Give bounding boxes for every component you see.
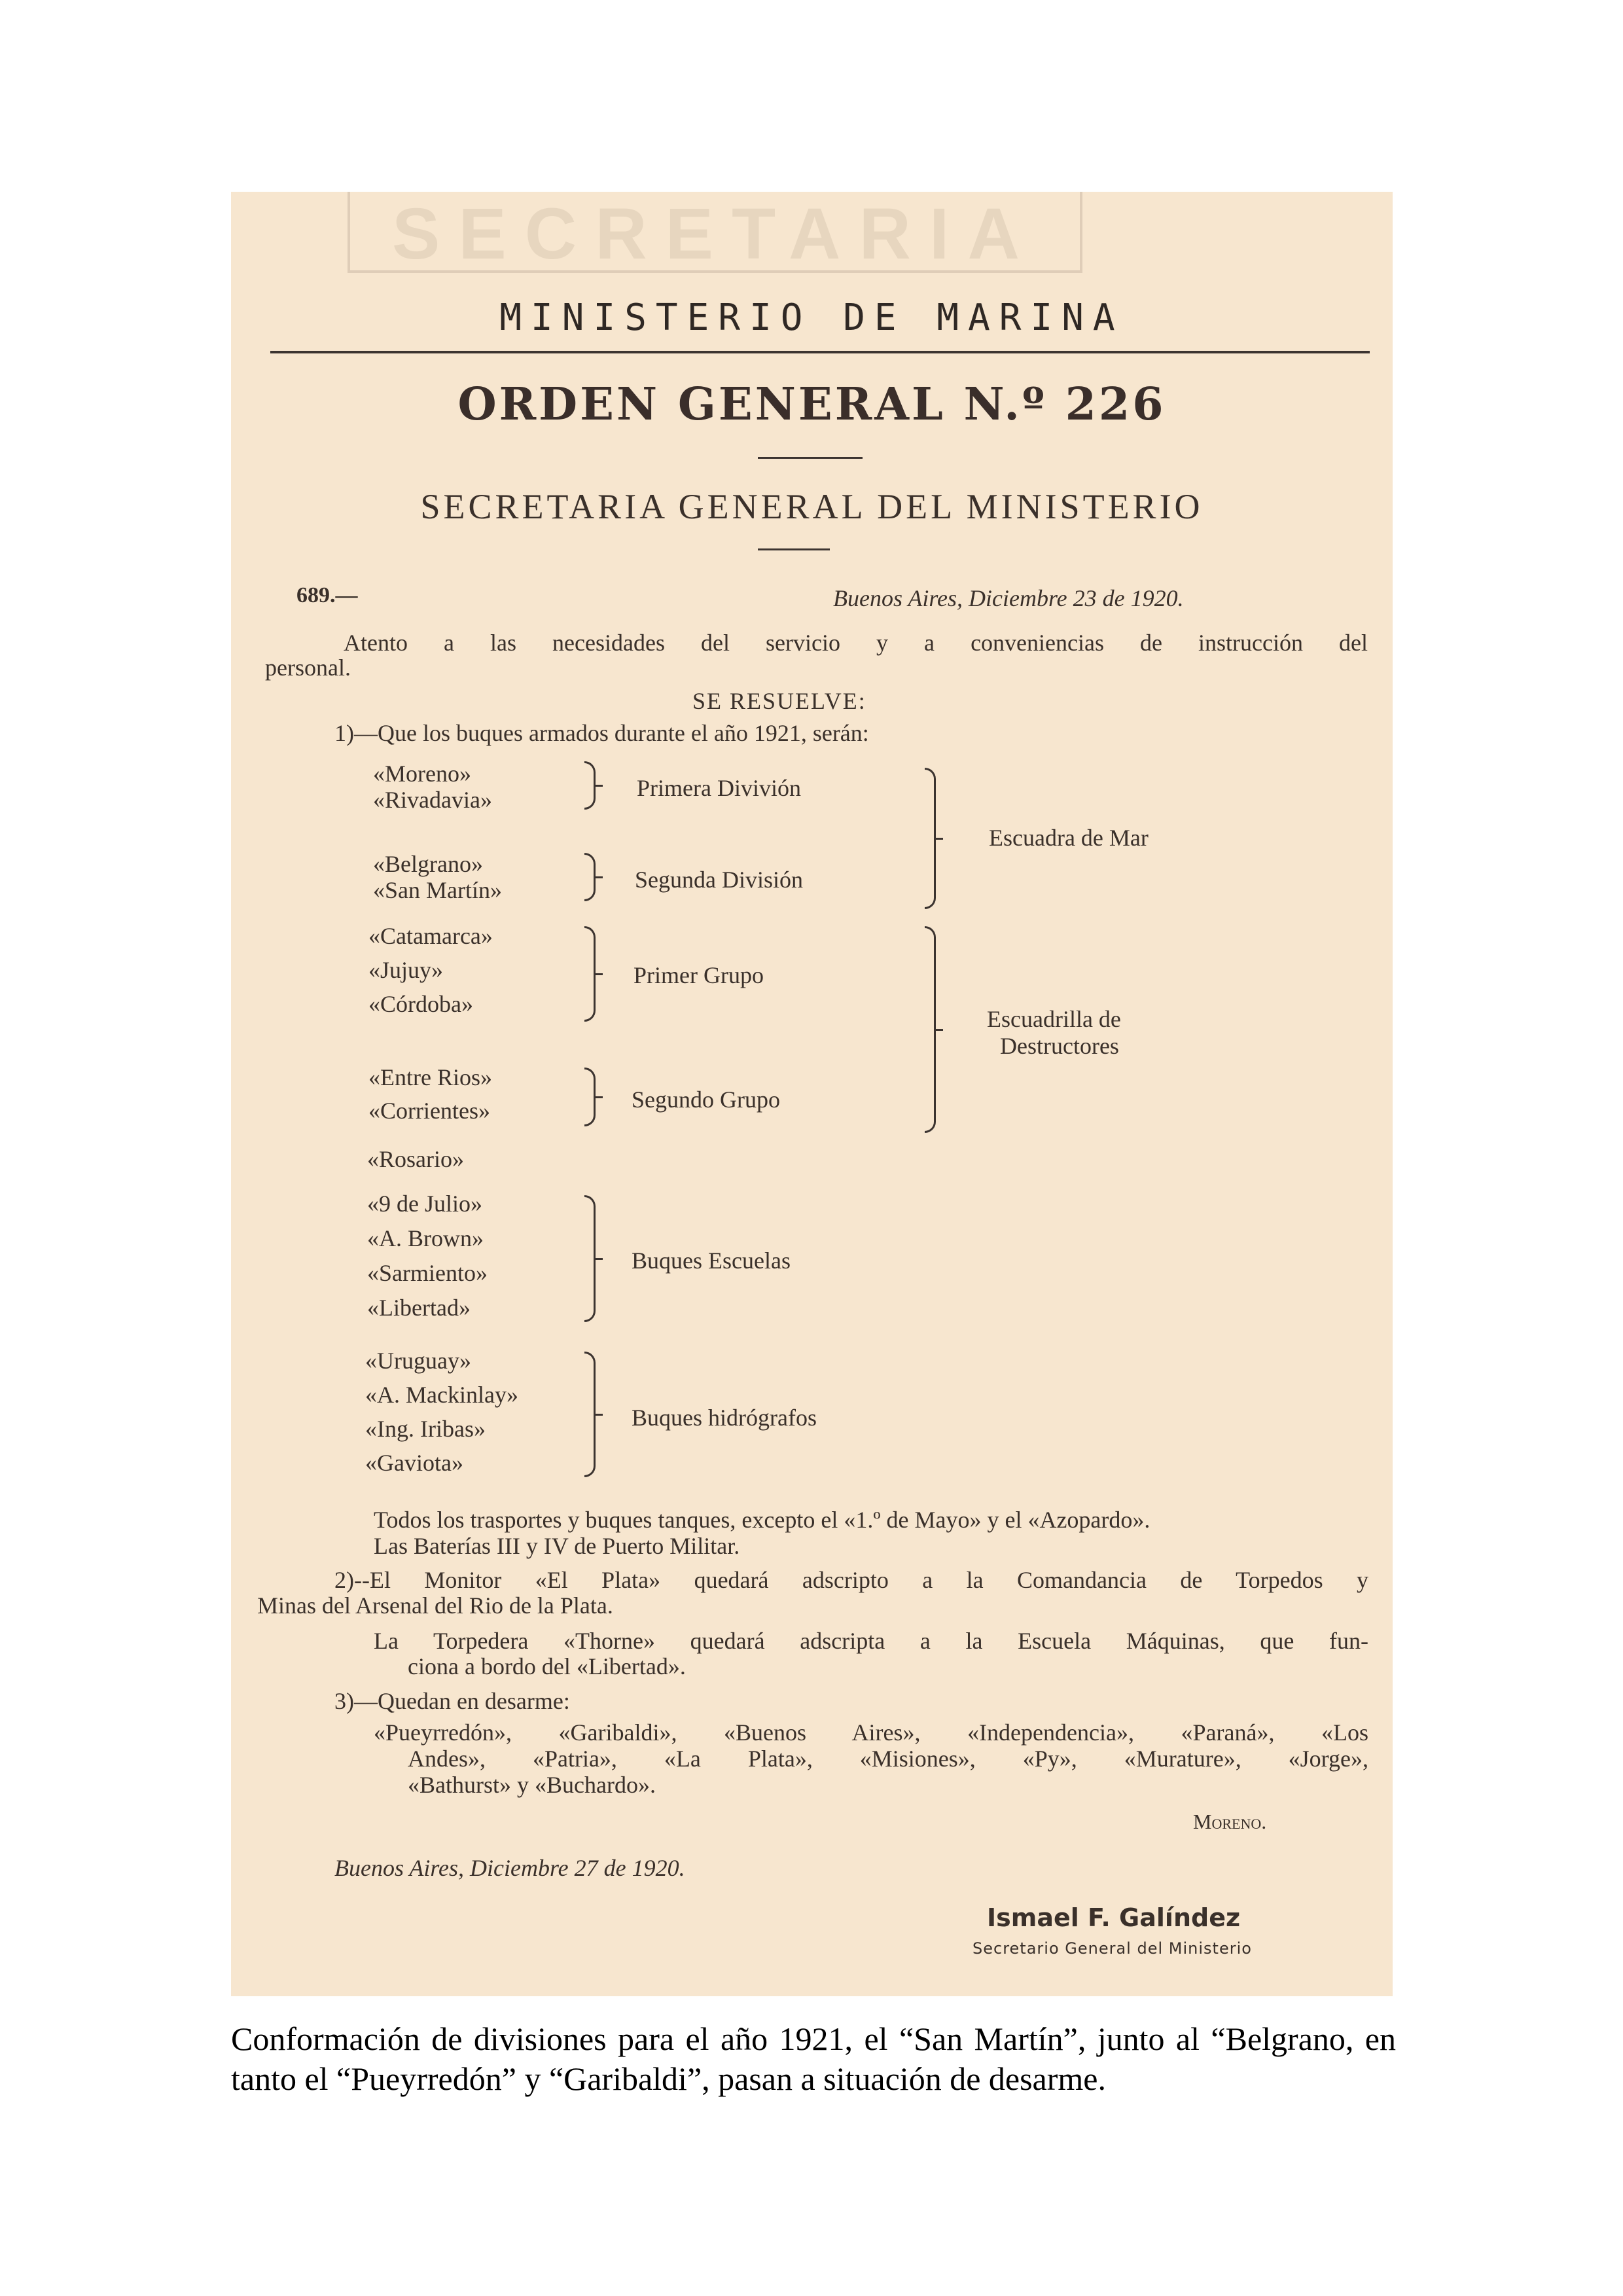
item-2-line-2: Minas del Arsenal del Rio de la Plata. [257, 1592, 613, 1619]
sub-rule [758, 548, 830, 550]
desarme-line-3: «Bathurst» y «Buchardo». [408, 1772, 656, 1798]
ship-moreno: «Moreno» [373, 761, 471, 787]
ship-libertad: «Libertad» [367, 1295, 471, 1321]
brace-escuadrilla [925, 926, 936, 1133]
intro-line-1: Atento a las necesidades del servicio y a conveniencias de instrucción del [344, 630, 1368, 656]
ship-uruguay: «Uruguay» [365, 1348, 471, 1374]
group-segundo-grupo: Segundo Grupo [632, 1086, 780, 1113]
ship-rivadavia: «Rivadavia» [373, 787, 492, 813]
item-2-line-1: 2)--El Monitor «El Plata» quedará adscripto a la Comandancia de Torpedos y [334, 1567, 1368, 1593]
transportes-line-2: Las Baterías III y IV de Puerto Militar. [374, 1533, 740, 1559]
ship-gaviota: «Gaviota» [365, 1450, 463, 1476]
moreno-signature: Moreno. [1193, 1810, 1267, 1833]
ship-cordoba: «Córdoba» [368, 991, 473, 1017]
ship-9-de-julio: «9 de Julio» [367, 1191, 482, 1217]
escuadrilla-line-1: Escuadrilla de [987, 1006, 1121, 1032]
date-top: Buenos Aires, Diciembre 23 de 1920. [833, 585, 1184, 611]
signer-title: Secretario General del Ministerio [972, 1939, 1252, 1958]
torpedera-line-1: La Torpedera «Thorne» quedará adscripta a la Escuela Máquinas, que fun- [374, 1628, 1368, 1654]
brace-primer-grupo [584, 926, 596, 1022]
secretaria-heading: SECRETARIA GENERAL DEL MINISTERIO [420, 487, 1204, 526]
brace-primera [584, 761, 596, 810]
ship-jujuy: «Jujuy» [368, 957, 444, 983]
ministry-header: MINISTERIO DE MARINA [499, 296, 1124, 339]
order-number: 689.— [296, 583, 358, 607]
scanned-document [231, 192, 1393, 1996]
group-primera-division: Primera Divivión [637, 775, 801, 801]
brace-segunda [584, 853, 596, 901]
ship-sarmiento: «Sarmiento» [367, 1260, 488, 1286]
ship-rosario: «Rosario» [367, 1146, 464, 1172]
item-1: 1)—Que los buques armados durante el año 1921, serán: [334, 720, 869, 746]
desarme-line-1: «Pueyrredón», «Garibaldi», «Buenos Aires», «Independencia», «Paraná», «Los [374, 1719, 1368, 1746]
ship-a-brown: «A. Brown» [367, 1225, 484, 1251]
group-buques-escuelas: Buques Escuelas [632, 1247, 791, 1274]
escuadra-de-mar: Escuadra de Mar [989, 825, 1149, 851]
intro-line-2: personal. [265, 655, 351, 681]
se-resuelve: SE RESUELVE: [692, 688, 866, 714]
order-title: ORDEN GENERAL N.º 226 [457, 378, 1166, 431]
title-rule [758, 457, 863, 459]
group-primer-grupo: Primer Grupo [633, 962, 764, 988]
ship-entre-rios: «Entre Rios» [368, 1064, 492, 1090]
signer-name: Ismael F. Galíndez [987, 1903, 1241, 1932]
secretaria-stamp: SECRETARIA [348, 192, 1082, 273]
ship-belgrano: «Belgrano» [373, 851, 483, 877]
group-buques-hidrografos: Buques hidrógrafos [632, 1405, 817, 1431]
ship-iribas: «Ing. Iribas» [365, 1416, 486, 1442]
ship-san-martin: «San Martín» [373, 877, 502, 903]
brace-segundo-grupo [584, 1067, 596, 1126]
ship-corrientes: «Corrientes» [368, 1098, 490, 1124]
ship-catamarca: «Catamarca» [368, 923, 493, 949]
transportes-line-1: Todos los trasportes y buques tanques, excepto el «1.º de Mayo» y el «Azopardo». [374, 1507, 1150, 1533]
brace-escuelas [584, 1195, 596, 1322]
escuadrilla-line-2: Destructores [1000, 1033, 1119, 1059]
group-segunda-division: Segunda División [635, 867, 803, 893]
item-3: 3)—Quedan en desarme: [334, 1688, 570, 1714]
desarme-line-2: Andes», «Patria», «La Plata», «Misiones», «Py», «Murature», «Jorge», [408, 1746, 1368, 1772]
date-bottom: Buenos Aires, Diciembre 27 de 1920. [334, 1855, 685, 1881]
brace-escuadra [925, 768, 936, 909]
figure-caption: Conformación de divisiones para el año 1921, el “San Martín”, junto al “Belgrano, en tanto el “Pueyrredón” y “Garibaldi”, pasan a situación de desarme. [231, 2020, 1396, 2097]
torpedera-line-2: ciona a bordo del «Libertad». [408, 1653, 686, 1679]
ship-mackinlay: «A. Mackinlay» [365, 1382, 518, 1408]
brace-hidrografos [584, 1352, 596, 1477]
header-rule [270, 351, 1370, 353]
